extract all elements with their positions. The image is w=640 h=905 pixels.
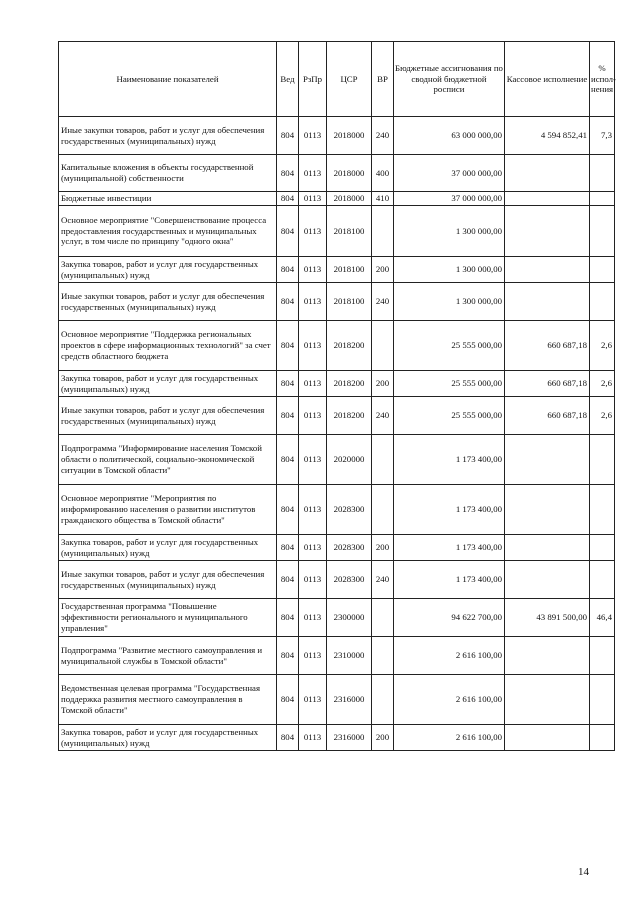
row-ved: 804 [277,283,299,321]
row-rzpr: 0113 [299,725,327,751]
table-row [59,257,615,283]
header-vr: ВР [372,42,394,117]
row-ved: 804 [277,257,299,283]
row-ved: 804 [277,371,299,397]
row-budget: 25 555 000,00 [394,397,505,435]
row-vr: 200 [372,371,394,397]
row-rzpr: 0113 [299,321,327,371]
row-rzpr: 0113 [299,283,327,321]
row-budget: 1 300 000,00 [394,257,505,283]
row-pct: 2,6 [590,321,615,371]
row-csr: 2028300 [327,561,372,599]
row-csr: 2018000 [327,192,372,206]
row-budget: 1 173 400,00 [394,535,505,561]
row-ved: 804 [277,675,299,725]
row-pct [590,637,615,675]
row-csr: 2018200 [327,321,372,371]
row-csr: 2018100 [327,283,372,321]
row-rzpr: 0113 [299,206,327,257]
row-name: Государственная программа "Повышение эффективности регионального и муниципального управления" [59,599,277,637]
row-ved: 804 [277,535,299,561]
row-exec [505,192,590,206]
row-exec: 4 594 852,41 [505,117,590,155]
table-row [59,599,615,637]
row-csr: 2316000 [327,725,372,751]
row-ved: 804 [277,599,299,637]
table-row [59,206,615,257]
row-rzpr: 0113 [299,117,327,155]
row-ved: 804 [277,117,299,155]
row-rzpr: 0113 [299,371,327,397]
row-budget: 94 622 700,00 [394,599,505,637]
row-ved: 804 [277,321,299,371]
header-rzpr: РзПр [299,42,327,117]
row-pct [590,283,615,321]
row-vr: 410 [372,192,394,206]
row-csr: 2018000 [327,155,372,192]
table-row [59,535,615,561]
row-vr: 200 [372,725,394,751]
table-row [59,435,615,485]
row-name: Бюджетные инвестиции [59,192,277,206]
row-vr: 240 [372,117,394,155]
row-name: Основное мероприятие "Поддержка региональных проектов в сфере информационных технологий" за счет средств областного бюджета [59,321,277,371]
header-ved: Вед [277,42,299,117]
row-rzpr: 0113 [299,675,327,725]
table-row [59,283,615,321]
row-exec: 660 687,18 [505,321,590,371]
row-rzpr: 0113 [299,155,327,192]
row-ved: 804 [277,155,299,192]
row-vr [372,599,394,637]
row-exec [505,257,590,283]
row-name: Подпрограмма "Развитие местного самоуправления и муниципальной службы в Томской области" [59,637,277,675]
row-pct [590,206,615,257]
row-csr: 2300000 [327,599,372,637]
row-name: Закупка товаров, работ и услуг для государственных (муниципальных) нужд [59,371,277,397]
header-row [59,42,615,117]
row-rzpr: 0113 [299,435,327,485]
row-csr: 2316000 [327,675,372,725]
row-vr [372,485,394,535]
row-pct: 7,3 [590,117,615,155]
table-row [59,397,615,435]
header-csr: ЦСР [327,42,372,117]
row-exec [505,283,590,321]
header-pct: % испол-нения [590,42,615,117]
row-ved: 804 [277,485,299,535]
row-name: Капитальные вложения в объекты государственной (муниципальной) собственности [59,155,277,192]
row-exec: 660 687,18 [505,397,590,435]
row-rzpr: 0113 [299,397,327,435]
row-ved: 804 [277,725,299,751]
row-name: Основное мероприятие "Мероприятия по информированию населения о развитии институтов гражданского общества в Томской области" [59,485,277,535]
table-row [59,725,615,751]
row-exec [505,725,590,751]
row-budget: 25 555 000,00 [394,371,505,397]
row-csr: 2020000 [327,435,372,485]
table-row [59,485,615,535]
row-vr: 240 [372,561,394,599]
row-budget: 37 000 000,00 [394,155,505,192]
table-row [59,192,615,206]
row-vr [372,321,394,371]
row-exec [505,535,590,561]
table-row [59,637,615,675]
page-number: 14 [578,866,589,878]
row-budget: 37 000 000,00 [394,192,505,206]
row-exec [505,155,590,192]
row-ved: 804 [277,561,299,599]
row-pct: 2,6 [590,397,615,435]
row-budget: 25 555 000,00 [394,321,505,371]
header-budget: Бюджетные ассигнования по сводной бюджетной росписи [394,42,505,117]
row-name: Иные закупки товаров, работ и услуг для обеспечения государственных (муниципальных) нужд [59,283,277,321]
row-vr: 240 [372,397,394,435]
row-exec [505,561,590,599]
row-budget: 1 173 400,00 [394,435,505,485]
row-pct [590,725,615,751]
row-name: Закупка товаров, работ и услуг для государственных (муниципальных) нужд [59,257,277,283]
row-rzpr: 0113 [299,485,327,535]
table-row [59,561,615,599]
row-pct [590,485,615,535]
row-exec [505,206,590,257]
row-name: Иные закупки товаров, работ и услуг для обеспечения государственных (муниципальных) нужд [59,561,277,599]
row-vr [372,206,394,257]
row-name: Закупка товаров, работ и услуг для государственных (муниципальных) нужд [59,725,277,751]
row-rzpr: 0113 [299,561,327,599]
row-ved: 804 [277,435,299,485]
budget-table [58,41,615,751]
row-name: Закупка товаров, работ и услуг для государственных (муниципальных) нужд [59,535,277,561]
table-row [59,321,615,371]
row-pct [590,561,615,599]
row-name: Иные закупки товаров, работ и услуг для обеспечения государственных (муниципальных) нужд [59,117,277,155]
table-row [59,371,615,397]
header-exec: Кассовое исполнение [505,42,590,117]
row-budget: 63 000 000,00 [394,117,505,155]
row-csr: 2018200 [327,371,372,397]
row-ved: 804 [277,637,299,675]
row-csr: 2018100 [327,206,372,257]
row-budget: 1 300 000,00 [394,206,505,257]
row-name: Ведомственная целевая программа "Государственная поддержка развития местного самоуправления в Томской области" [59,675,277,725]
row-csr: 2018000 [327,117,372,155]
row-csr: 2018100 [327,257,372,283]
row-name: Основное мероприятие "Совершенствование процесса предоставления государственных и муниципальных услуг, в том числе по принципу "одного окна" [59,206,277,257]
row-name: Подпрограмма "Информирование населения Томской области о политической, социально-экономической ситуации в Томской области" [59,435,277,485]
row-budget: 2 616 100,00 [394,725,505,751]
row-pct: 2,6 [590,371,615,397]
row-pct [590,257,615,283]
row-budget: 1 300 000,00 [394,283,505,321]
row-vr: 200 [372,257,394,283]
row-pct: 46,4 [590,599,615,637]
row-vr [372,637,394,675]
table-body [59,117,615,751]
row-exec: 43 891 500,00 [505,599,590,637]
row-ved: 804 [277,206,299,257]
row-budget: 2 616 100,00 [394,637,505,675]
row-exec [505,637,590,675]
row-pct [590,192,615,206]
row-vr: 240 [372,283,394,321]
row-exec [505,435,590,485]
row-vr [372,435,394,485]
row-pct [590,435,615,485]
row-budget: 1 173 400,00 [394,485,505,535]
table-row [59,155,615,192]
row-vr: 400 [372,155,394,192]
row-pct [590,535,615,561]
table-row [59,675,615,725]
row-ved: 804 [277,397,299,435]
row-exec [505,675,590,725]
row-rzpr: 0113 [299,637,327,675]
row-rzpr: 0113 [299,535,327,561]
row-csr: 2028300 [327,485,372,535]
row-pct [590,675,615,725]
row-vr [372,675,394,725]
row-budget: 2 616 100,00 [394,675,505,725]
row-rzpr: 0113 [299,192,327,206]
header-name: Наименование показателей [59,42,277,117]
table-row [59,117,615,155]
row-budget: 1 173 400,00 [394,561,505,599]
row-csr: 2028300 [327,535,372,561]
row-csr: 2310000 [327,637,372,675]
row-rzpr: 0113 [299,599,327,637]
row-ved: 804 [277,192,299,206]
row-pct [590,155,615,192]
row-exec [505,485,590,535]
row-exec: 660 687,18 [505,371,590,397]
row-rzpr: 0113 [299,257,327,283]
row-vr: 200 [372,535,394,561]
row-name: Иные закупки товаров, работ и услуг для обеспечения государственных (муниципальных) нужд [59,397,277,435]
row-csr: 2018200 [327,397,372,435]
